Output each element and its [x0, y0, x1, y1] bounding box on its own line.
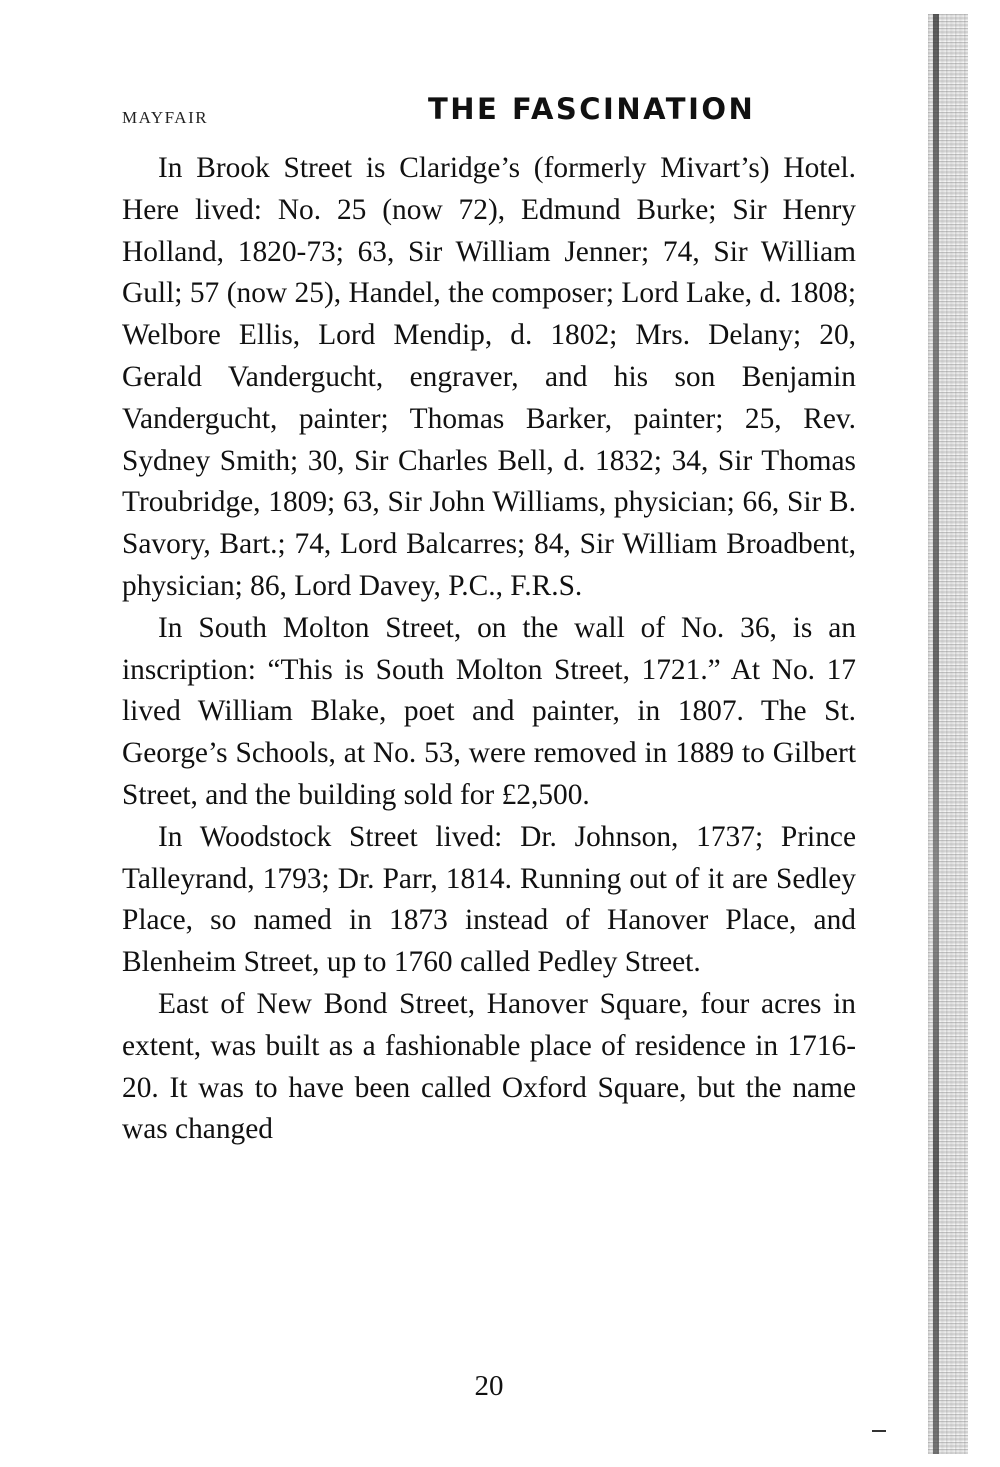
page-number-text: 20 — [474, 1370, 504, 1402]
running-head-title: THE FASCINATION — [428, 92, 756, 126]
paragraph-south-molton-street: In South Molton Street, on the wall of No. 36, is an inscription: “This is South Molton Street, 1721.” At No. 17 lived William Blake, poet and painter, in 1807. The St. George’s Schools, at No. 53, were removed in 1889 to Gilbert Street, and the building sold for £2,500. — [122, 611, 856, 811]
scan-mark — [872, 1430, 886, 1432]
running-head — [122, 92, 822, 132]
paragraph-hanover-square: East of New Bond Street, Hanover Square, four acres in extent, was built as a fashionable place of residence in 1716-20. It was to have been called Oxford Square, but the name was changed — [122, 987, 856, 1146]
paragraph-brook-street: In Brook Street is Claridge’s (formerly Mivart’s) Hotel. Here lived: No. 25 (now 72), Edmund Burke; Sir Henry Holland, 1820-73; 63, Sir William Jenner; 74, Sir William Gull; 57 (now 25), Handel, the composer; Lord Lake, d. 1808; Welbore Ellis, Lord Mendip, d. 1802; Mrs. Delany; 20, Gerald Vandergucht, engraver, and his son Benjamin Vandergucht, painter; Thomas Barker, painter; 25, Rev. Sydney Smith; 30, Sir Charles Bell, d. 1832; 34, Sir Thomas Troubridge, 1809; 63, Sir John Williams, physician; 66, Sir B. Savory, Bart.; 74, Lord Balcarres; 84, Sir William Broadbent, physician; 86, Lord Davey, P.C., F.R.S. — [122, 152, 856, 602]
scan-binding-edge — [933, 14, 939, 1454]
page-number — [0, 1370, 1000, 1403]
paragraph-woodstock-street: In Woodstock Street lived: Dr. Johnson, 1737; Prince Talleyrand, 1793; Dr. Parr, 1814. Running out of it are Sedley Place, so named in 1873 instead of Hanover Place, and Blenheim Street, up to 1760 called Pedley Street. — [122, 820, 856, 979]
running-head-section: MAYFAIR — [122, 108, 209, 127]
body-text — [122, 148, 856, 1151]
